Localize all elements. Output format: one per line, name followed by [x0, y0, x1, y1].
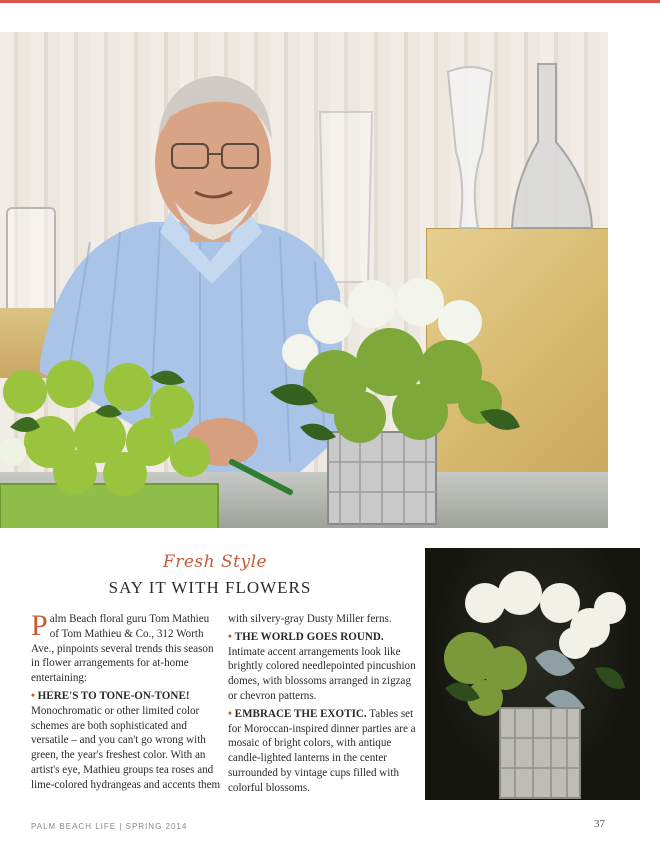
hero-photo	[0, 32, 608, 528]
continuation-text: with silvery-gray Dusty Miller ferns.	[228, 613, 392, 625]
intro-paragraph	[31, 609, 221, 686]
bullet-icon: •	[228, 630, 232, 643]
section-world-goes-round	[228, 630, 418, 704]
section-embrace-exotic	[228, 707, 418, 796]
section-kicker: Fresh Style	[162, 552, 268, 572]
bullet-icon: •	[228, 707, 232, 720]
section-title: HERE'S TO TONE-ON-TONE!	[37, 689, 190, 702]
hero-illustration	[0, 32, 608, 528]
publication-footer: PALM BEACH LIFE | SPRING 2014	[31, 822, 188, 831]
section-body: Monochromatic or other limited color schemes are both sophisticated and versatile – and you can't go wrong with green, the year's freshest color. With an artist's eye, Mathieu groups tea roses and lime-colored hydrangeas and accents them	[31, 704, 221, 791]
section-body: Tables set for Moroccan-inspired dinner parties are a mosaic of bright colors, with antique candle-lighted lanterns in the center surrounded by vintage cups filled with colorful blossoms.	[228, 707, 416, 794]
vase-group	[320, 64, 592, 282]
section-body: Intimate accent arrangements look like brightly colored needlepointed pincushion domes, with blossoms arranged in zigzag or chevron patterns.	[228, 645, 416, 702]
article-headline: SAY IT WITH FLOWERS	[108, 578, 312, 597]
top-rule	[0, 0, 660, 3]
arrangement-illustration	[425, 548, 640, 800]
article-column-1	[31, 609, 221, 796]
drop-cap: P	[31, 609, 48, 642]
intro-text: alm Beach floral guru Tom Mathieu of Tom Mathieu & Co., 312 Worth Ave., pinpoints several trends this season in flower arrangements for at-home entertaining:	[31, 613, 214, 685]
page-number: 37	[594, 818, 605, 830]
article-column-2	[228, 612, 418, 799]
bullet-icon: •	[31, 689, 35, 702]
section-tone-on-tone	[31, 689, 221, 793]
arrangement-photo	[425, 548, 640, 800]
section-title: EMBRACE THE EXOTIC.	[234, 707, 367, 720]
section-title: THE WORLD GOES ROUND.	[234, 630, 384, 643]
